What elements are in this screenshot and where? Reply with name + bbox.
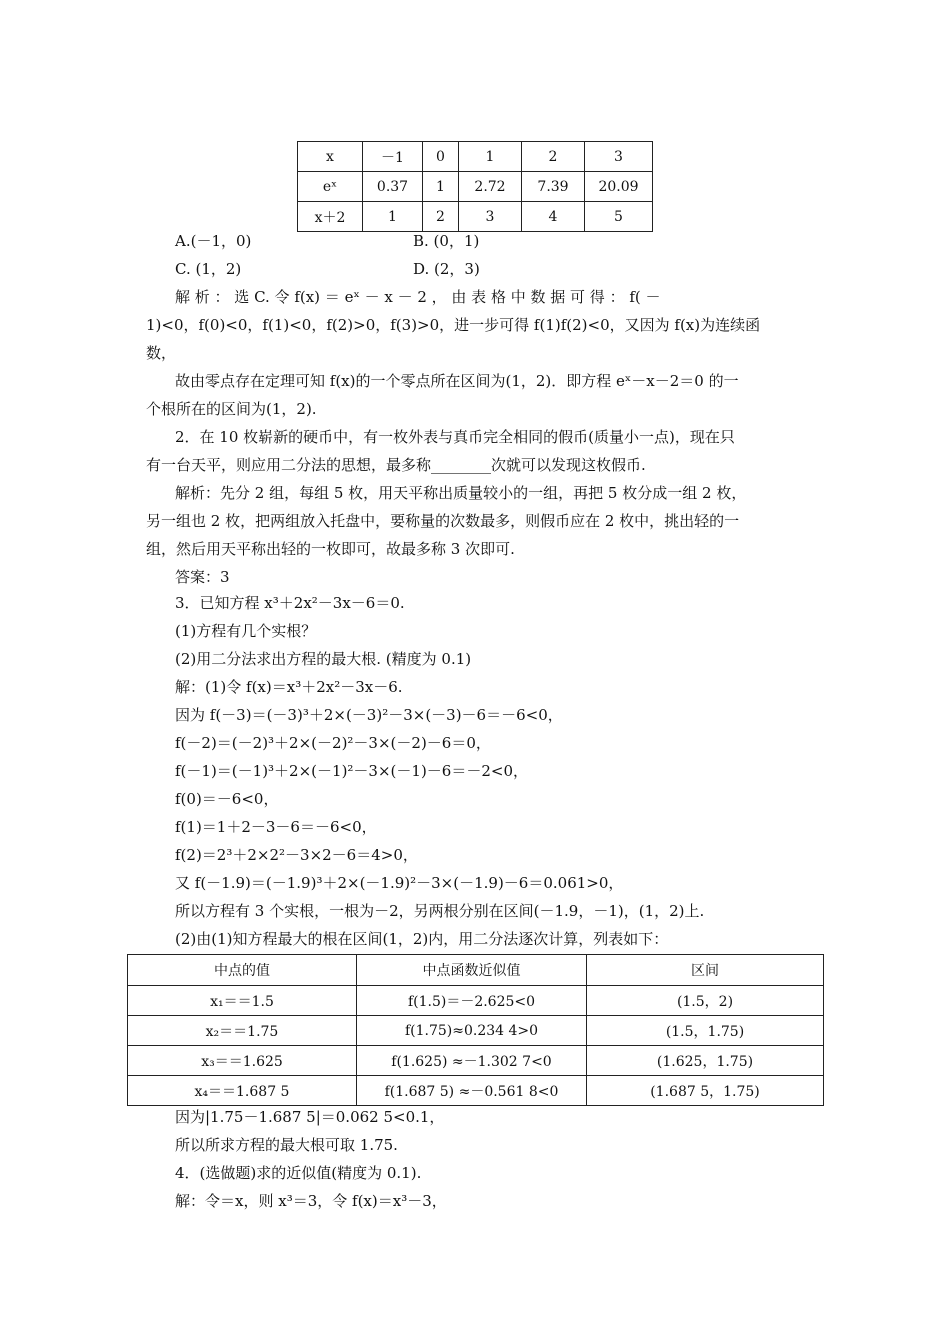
- solution-line: 解 析 ： 选 C. 令 f(x) ＝ eˣ － x － 2 ， 由 表 格 中 数 据 可 得 ： f( －: [175, 288, 661, 306]
- question-4: 4．(选做题)求的近似值(精度为 0.1).: [175, 1164, 422, 1182]
- solution-line: 数，: [146, 344, 177, 362]
- table-cell: 2: [522, 142, 585, 172]
- table-row: [128, 986, 824, 1016]
- table-cell: f(1.5)＝－2.625<0: [357, 986, 587, 1016]
- answer: 答案：3: [175, 568, 230, 586]
- table-cell: 2.72: [459, 172, 522, 202]
- table-row: [298, 142, 653, 172]
- question-2-cont: 有一台天平，则应用二分法的思想，最多称________次就可以发现这枚假币.: [146, 456, 646, 474]
- table-row: [128, 1046, 824, 1076]
- bisection-table: [127, 954, 824, 1106]
- solution-line: 解：(1)令 f(x)＝x³＋2x²－3x－6.: [175, 678, 403, 696]
- solution-line: 解：令＝x，则 x³＝3，令 f(x)＝x³－3，: [175, 1192, 447, 1210]
- table-header-row: [128, 955, 824, 986]
- solution-line: f(－2)＝(－2)³＋2×(－2)²－3×(－2)－6＝0，: [175, 734, 491, 752]
- table-cell: (1.5，1.75): [587, 1016, 824, 1046]
- solution-line: 故由零点存在定理可知 f(x)的一个零点所在区间为(1，2)．即方程 eˣ－x－2＝0 的一: [175, 372, 739, 390]
- table-cell: 2: [423, 202, 459, 232]
- table-cell: f(1.625) ≈－1.302 7<0: [357, 1046, 587, 1076]
- table-row: [298, 172, 653, 202]
- table-row: [298, 202, 653, 232]
- question-3-part-2: (2)用二分法求出方程的最大根. (精度为 0.1): [175, 650, 472, 668]
- solution-line: 所以方程有 3 个实根，一根为－2，另两根分别在区间(－1.9，－1)，(1，2)上.: [175, 902, 705, 920]
- table-cell: (1.5，2): [587, 986, 824, 1016]
- solution-line: (2)由(1)知方程最大的根在区间(1，2)内，用二分法逐次计算，列表如下：: [175, 930, 669, 948]
- table-cell: eˣ: [298, 172, 363, 202]
- table-cell: 0.37: [363, 172, 423, 202]
- table-cell: －1: [363, 142, 423, 172]
- solution-line: f(－1)＝(－1)³＋2×(－1)²－3×(－1)－6＝－2<0，: [175, 762, 528, 780]
- solution-line: f(1)＝1＋2－3－6＝－6<0，: [175, 818, 377, 836]
- table-cell: 5: [585, 202, 653, 232]
- table-cell: 7.39: [522, 172, 585, 202]
- solution-line: 因为 f(－3)＝(－3)³＋2×(－3)²－3×(－3)－6＝－6<0，: [175, 706, 563, 724]
- table-cell: x₄＝＝1.687 5: [128, 1076, 357, 1106]
- table-cell: 20.09: [585, 172, 653, 202]
- solution-line: 1)<0，f(0)<0，f(1)<0，f(2)>0，f(3)>0，进一步可得 f(1)f(2)<0，又因为 f(x)为连续函: [146, 316, 761, 334]
- column-header: 中点函数近似值: [357, 955, 587, 986]
- solution-line: 所以所求方程的最大根可取 1.75.: [175, 1136, 398, 1154]
- question-3: 3．已知方程 x³＋2x²－3x－6＝0.: [175, 594, 405, 612]
- table-cell: 3: [585, 142, 653, 172]
- value-table: [297, 141, 653, 232]
- table-cell: 0: [423, 142, 459, 172]
- column-header: 区间: [587, 955, 824, 986]
- table-cell: x₃＝＝1.625: [128, 1046, 357, 1076]
- table-cell: f(1.687 5) ≈－0.561 8<0: [357, 1076, 587, 1106]
- table-cell: x: [298, 142, 363, 172]
- table-cell: f(1.75)≈0.234 4>0: [357, 1016, 587, 1046]
- table-cell: (1.625，1.75): [587, 1046, 824, 1076]
- solution-line: 组，然后用天平称出轻的一枚即可，故最多称 3 次即可.: [146, 540, 515, 558]
- table-row: [128, 1076, 824, 1106]
- table-cell: x₁＝＝1.5: [128, 986, 357, 1016]
- table-cell: 1: [363, 202, 423, 232]
- solution-line: f(0)＝－6<0，: [175, 790, 279, 808]
- solution-line: 解析：先分 2 组，每组 5 枚，用天平称出质量较小的一组，再把 5 枚分成一组 2 枚，: [175, 484, 747, 502]
- solution-line: f(2)＝2³＋2×2²－3×2－6＝4>0，: [175, 846, 418, 864]
- table-cell: 4: [522, 202, 585, 232]
- column-header: 中点的值: [128, 955, 357, 986]
- question-3-part-1: (1)方程有几个实根？: [175, 622, 317, 640]
- table-cell: (1.687 5，1.75): [587, 1076, 824, 1106]
- solution-line: 个根所在的区间为(1，2).: [146, 400, 317, 418]
- table-row: [128, 1016, 824, 1046]
- choice-b: B. (0，1): [413, 232, 480, 250]
- solution-line: 另一组也 2 枚，把两组放入托盘中，要称量的次数最多，则假币应在 2 枚中，挑出轻的一: [146, 512, 740, 530]
- table-cell: x₂＝＝1.75: [128, 1016, 357, 1046]
- solution-line: 又 f(－1.9)＝(－1.9)³＋2×(－1.9)²－3×(－1.9)－6＝0.061>0，: [175, 874, 624, 892]
- question-2: 2．在 10 枚崭新的硬币中，有一枚外表与真币完全相同的假币(质量小一点)，现在只: [175, 428, 735, 446]
- choice-c: C. (1，2): [175, 260, 242, 278]
- table-cell: x＋2: [298, 202, 363, 232]
- solution-line: 因为|1.75－1.687 5|＝0.062 5<0.1，: [175, 1108, 445, 1126]
- table-cell: 1: [423, 172, 459, 202]
- table-cell: 3: [459, 202, 522, 232]
- choice-a: A.(－1，0): [175, 232, 252, 250]
- table-cell: 1: [459, 142, 522, 172]
- choice-d: D. (2，3): [413, 260, 480, 278]
